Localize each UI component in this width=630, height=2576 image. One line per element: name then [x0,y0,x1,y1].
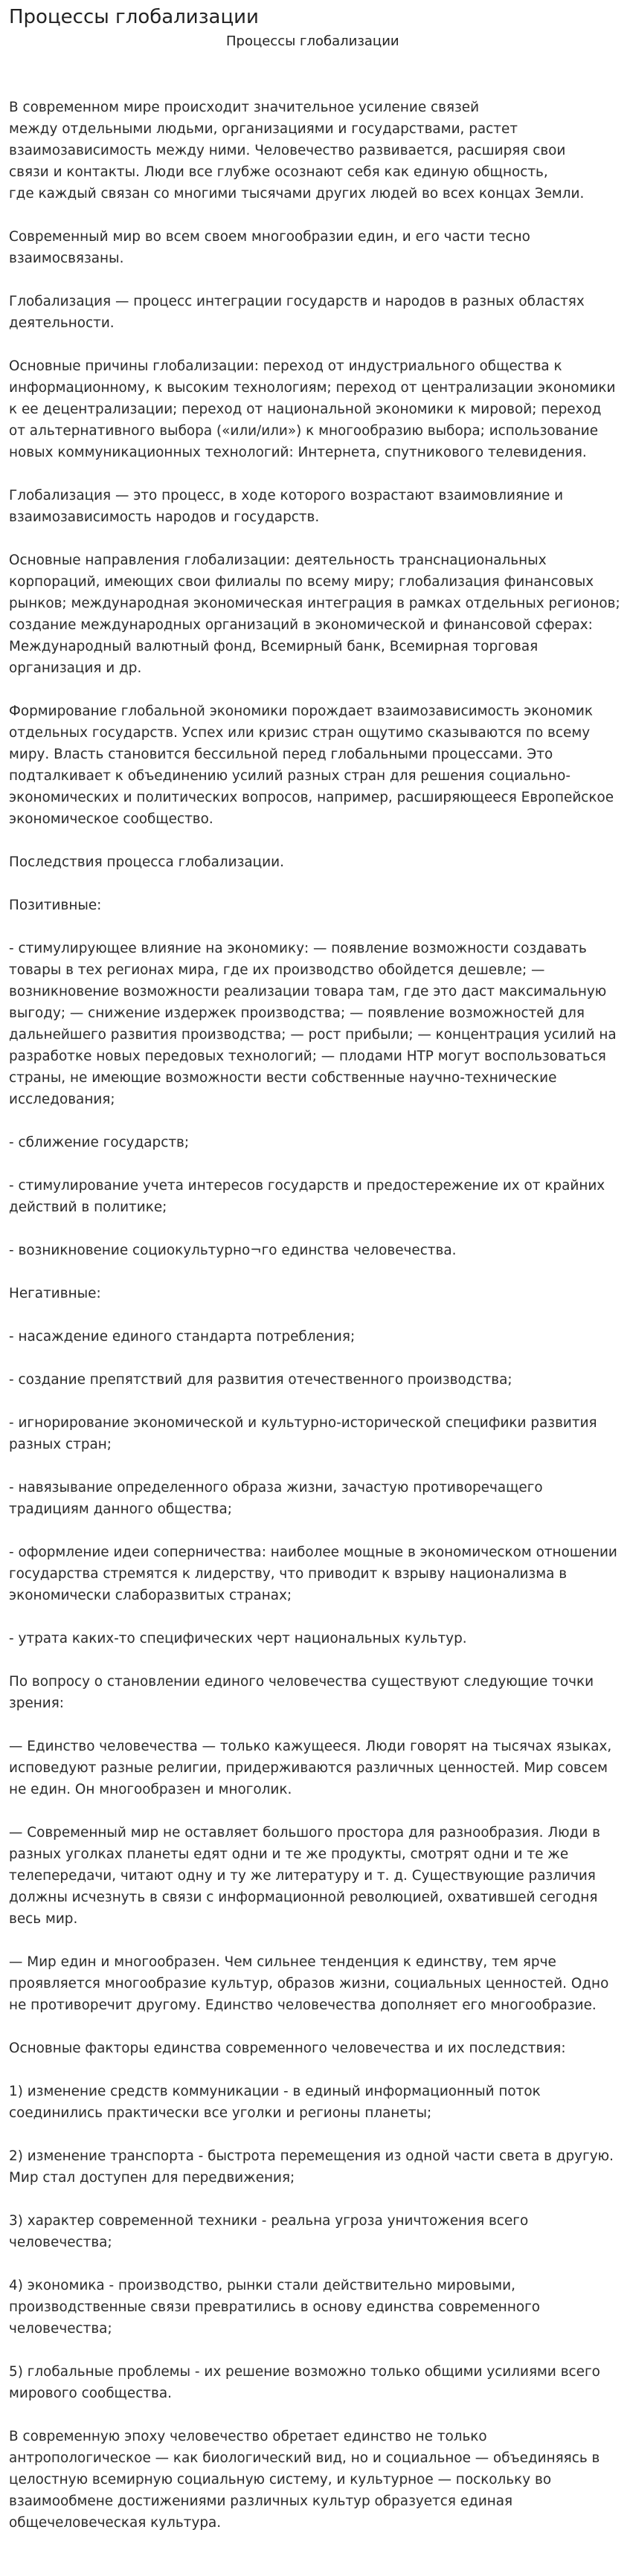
viewpoint-item: — Мир един и многообразен. Чем сильнее тенденция к единству, тем ярче проявляется многообразие культур, образов жизни, социальных ценностей. Одно не противоречит другому. Единство человечества дополняет его многообразие. [9,1954,609,2013]
list-item: - стимулирование учета интересов государств и предостережение их от крайних действий в политике; [9,1178,605,1215]
paragraph: Формирование глобальной экономики порождает взаимозависимость экономик отдельных государств. Успех или кризис стран ощутимо сказываются по всему миру. Власть становится бессильной перед глобальными процессами. Это подталкивает к объединению усилий разных стран для решения социально-экономических и политических вопросов, например, расширяющееся Европейское экономическое сообщество. [9,703,614,827]
viewpoint-item: — Современный мир не оставляет большого простора для разнообразия. Люди в разных уголках планеты едят одни и те же продукты, смотрят одни и те же телепередачи, читают одну и ту же литературу и т. д. Существующие различия должны исчезнуть в связи с информационной революцией, охватившей сегодня весь мир. [9,1825,601,1927]
intro-line: где каждый связан со многими тысячами других людей во всех концах Земли. [9,186,585,202]
paragraph: В современную эпоху человечество обретает единство не только антропологическое — как биологический вид, но и социальное — объединяясь в целостную всемирную социальную систему, и культурное — поскольку во взаимообмене достижениями различных культур образуется единая общечеловеческая культура. [9,2429,600,2531]
factor-item: 2) изменение транспорта - быстрота перемещения из одной части света в другую. Мир стал доступен для передвижения; [9,2148,614,2186]
intro-line: между отдельными людьми, организациями и государствами, растет [9,121,518,137]
section-heading: Позитивные: [9,898,102,913]
paragraph: Основные направления глобализации: деятельность транснациональных корпораций, имеющих свои филиалы по всему миру; глобализация финансовых рынков; международная экономическая интеграция в рамках отдельных регионов; создание международных организаций в экономической и финансовой сферах: Международный валютный фонд, Всемирный банк, Всемирная торговая организация и др. [9,553,620,676]
factor-item: 4) экономика - производство, рынки стали действительно мировыми, производственные связи превратились в основу единства современного человечества; [9,2278,541,2337]
factor-item: 1) изменение средств коммуникации - в единый информационный поток соединились практически все уголки и регионы планеты; [9,2084,541,2121]
paragraph: Глобализация — это процесс, в ходе которого возрастают взаимовлияние и взаимозависимость народов и государств. [9,488,564,525]
list-item: - стимулирующее влияние на экономику: — появление возможности создавать товары в тех регионах мира, где их производство обойдется дешевле; — возникновение возможности реализации товара там, где это даст максимальную выгоду; — снижение издержек производства; — появление возможностей для дальнейшего развития производства; — рост прибыли; — концентрация усилий на разработке новых передовых технологий; — плодами НТР могут воспользоваться страны, не имеющие возможности вести собственные научно-технические исследования; [9,941,617,1107]
list-item: - насаждение единого стандарта потребления; [9,1329,356,1345]
list-item: - возникновение социокультурно¬го единства человечества. [9,1243,457,1258]
intro-paragraph [9,97,621,205]
document-subtitle: Процессы глобализации [226,33,399,49]
list-item: - создание препятствий для развития отечественного производства; [9,1372,512,1388]
section-heading: Негативные: [9,1286,101,1301]
paragraph: Основные факторы единства современного человечества и их последствия: [9,2041,566,2056]
list-item: - оформление идеи соперничества: наиболее мощные в экономическом отношении государства стремятся к лидерству, что приводит к взрыву национализма в экономически слаборазвитых странах; [9,1545,617,1603]
list-item: - утрата каких-то специфических черт национальных культур. [9,1631,467,1646]
list-item: - сближение государств; [9,1135,190,1150]
intro-line: связи и контакты. Люди все глубже осознают себя как единую общность, [9,164,548,180]
viewpoint-item: — Единство человечества — только кажущееся. Люди говорят на тысячах языках, исповедуют разные религии, придерживаются различных ценностей. Мир совсем не един. Он многообразен и многолик. [9,1739,612,1797]
list-item: - навязывание определенного образа жизни, зачастую противоречащего традициям данного общества; [9,1480,543,1517]
page-title: Процессы глобализации [9,6,259,28]
factor-item: 3) характер современной техники - реальна угроза уничтожения всего человечества; [9,2213,529,2250]
paragraph: Глобализация — процесс интеграции государств и народов в разных областях деятельности. [9,294,585,331]
factor-item: 5) глобальные проблемы - их решение возможно только общими усилиями всего мирового сообщества. [9,2364,600,2401]
intro-line: В современном мире происходит значительное усиление связей [9,100,480,115]
intro-line: взаимозависимость между ними. Человечество развивается, расширяя свои [9,143,566,158]
section-heading: Последствия процесса глобализации. [9,854,284,870]
list-item: - игнорирование экономической и культурно-исторической специфики развития разных стран; [9,1415,597,1452]
paragraph: По вопросу о становлении единого человечества существуют следующие точки зрения: [9,1674,594,1711]
paragraph: Основные причины глобализации: переход от индустриального общества к информационному, к высоким технологиям; переход от централизации экономики к ее децентрализации; переход от национальной экономики к мировой; переход от альтернативного выбора («или/или») к многообразию выбора; использование новых коммуникационных технологий: Интернета, спутникового телевидения. [9,358,616,460]
paragraph: Современный мир во всем своем многообразии един, и его части тесно взаимосвязаны. [9,229,530,266]
